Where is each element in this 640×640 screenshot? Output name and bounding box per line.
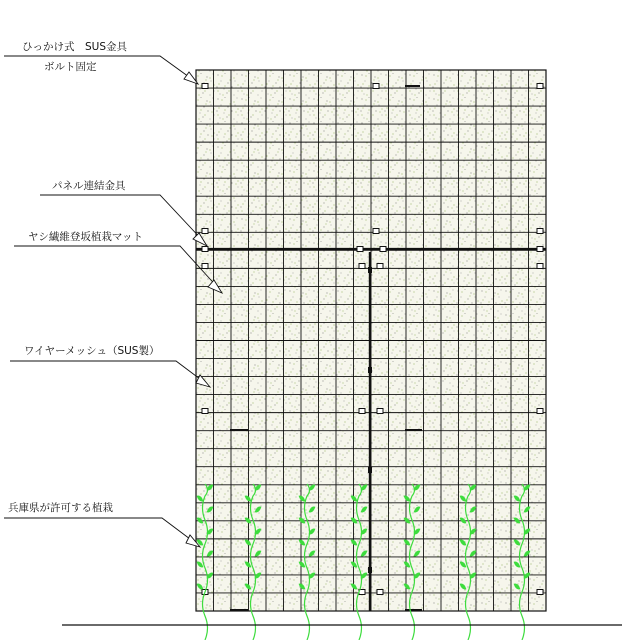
annotation-hook-fitting <box>4 40 198 84</box>
fitting-bracket <box>202 264 208 269</box>
leader-line-hook <box>4 56 196 82</box>
label-coir-mat: ヤシ繊維登坂植栽マット <box>28 231 143 243</box>
fitting-bracket <box>202 229 208 234</box>
fitting-bracket <box>377 590 383 595</box>
fitting-bracket <box>359 264 365 269</box>
fitting-bracket <box>537 84 543 89</box>
fitting-bracket <box>373 84 379 89</box>
annotation-wire-mesh <box>10 344 210 387</box>
support-clip <box>368 267 372 273</box>
support-clip <box>368 467 372 473</box>
annotation-coir-mat <box>14 230 222 293</box>
fitting-bracket <box>537 229 543 234</box>
support-clip <box>368 567 372 573</box>
fitting-bracket <box>202 409 208 414</box>
fitting-bracket <box>202 84 208 89</box>
leader-line-planting <box>4 518 198 545</box>
label-panel-joint: パネル連結金具 <box>52 180 126 192</box>
fitting-bracket <box>537 264 543 269</box>
support-clip <box>368 367 372 373</box>
fitting-bracket <box>202 247 208 252</box>
fitting-bracket <box>380 247 386 252</box>
label-planting: 兵庫県が許可する植栽 <box>8 502 113 514</box>
label-hook-fitting: ひっかけ式 SUS金具 <box>22 41 128 53</box>
fitting-bracket <box>537 247 543 252</box>
annotation-planting <box>4 501 200 547</box>
fitting-bracket <box>359 409 365 414</box>
fitting-bracket <box>377 264 383 269</box>
fitting-bracket <box>537 409 543 414</box>
fitting-bracket <box>373 229 379 234</box>
leader-line-mesh <box>10 361 208 385</box>
fitting-bracket <box>537 590 543 595</box>
fitting-bracket <box>357 247 363 252</box>
leader-line-mat <box>14 246 220 290</box>
label-bolt-fixing: ボルト固定 <box>44 61 97 73</box>
label-wire-mesh: ワイヤーメッシュ（SUS製） <box>24 345 160 357</box>
fitting-bracket <box>377 409 383 414</box>
